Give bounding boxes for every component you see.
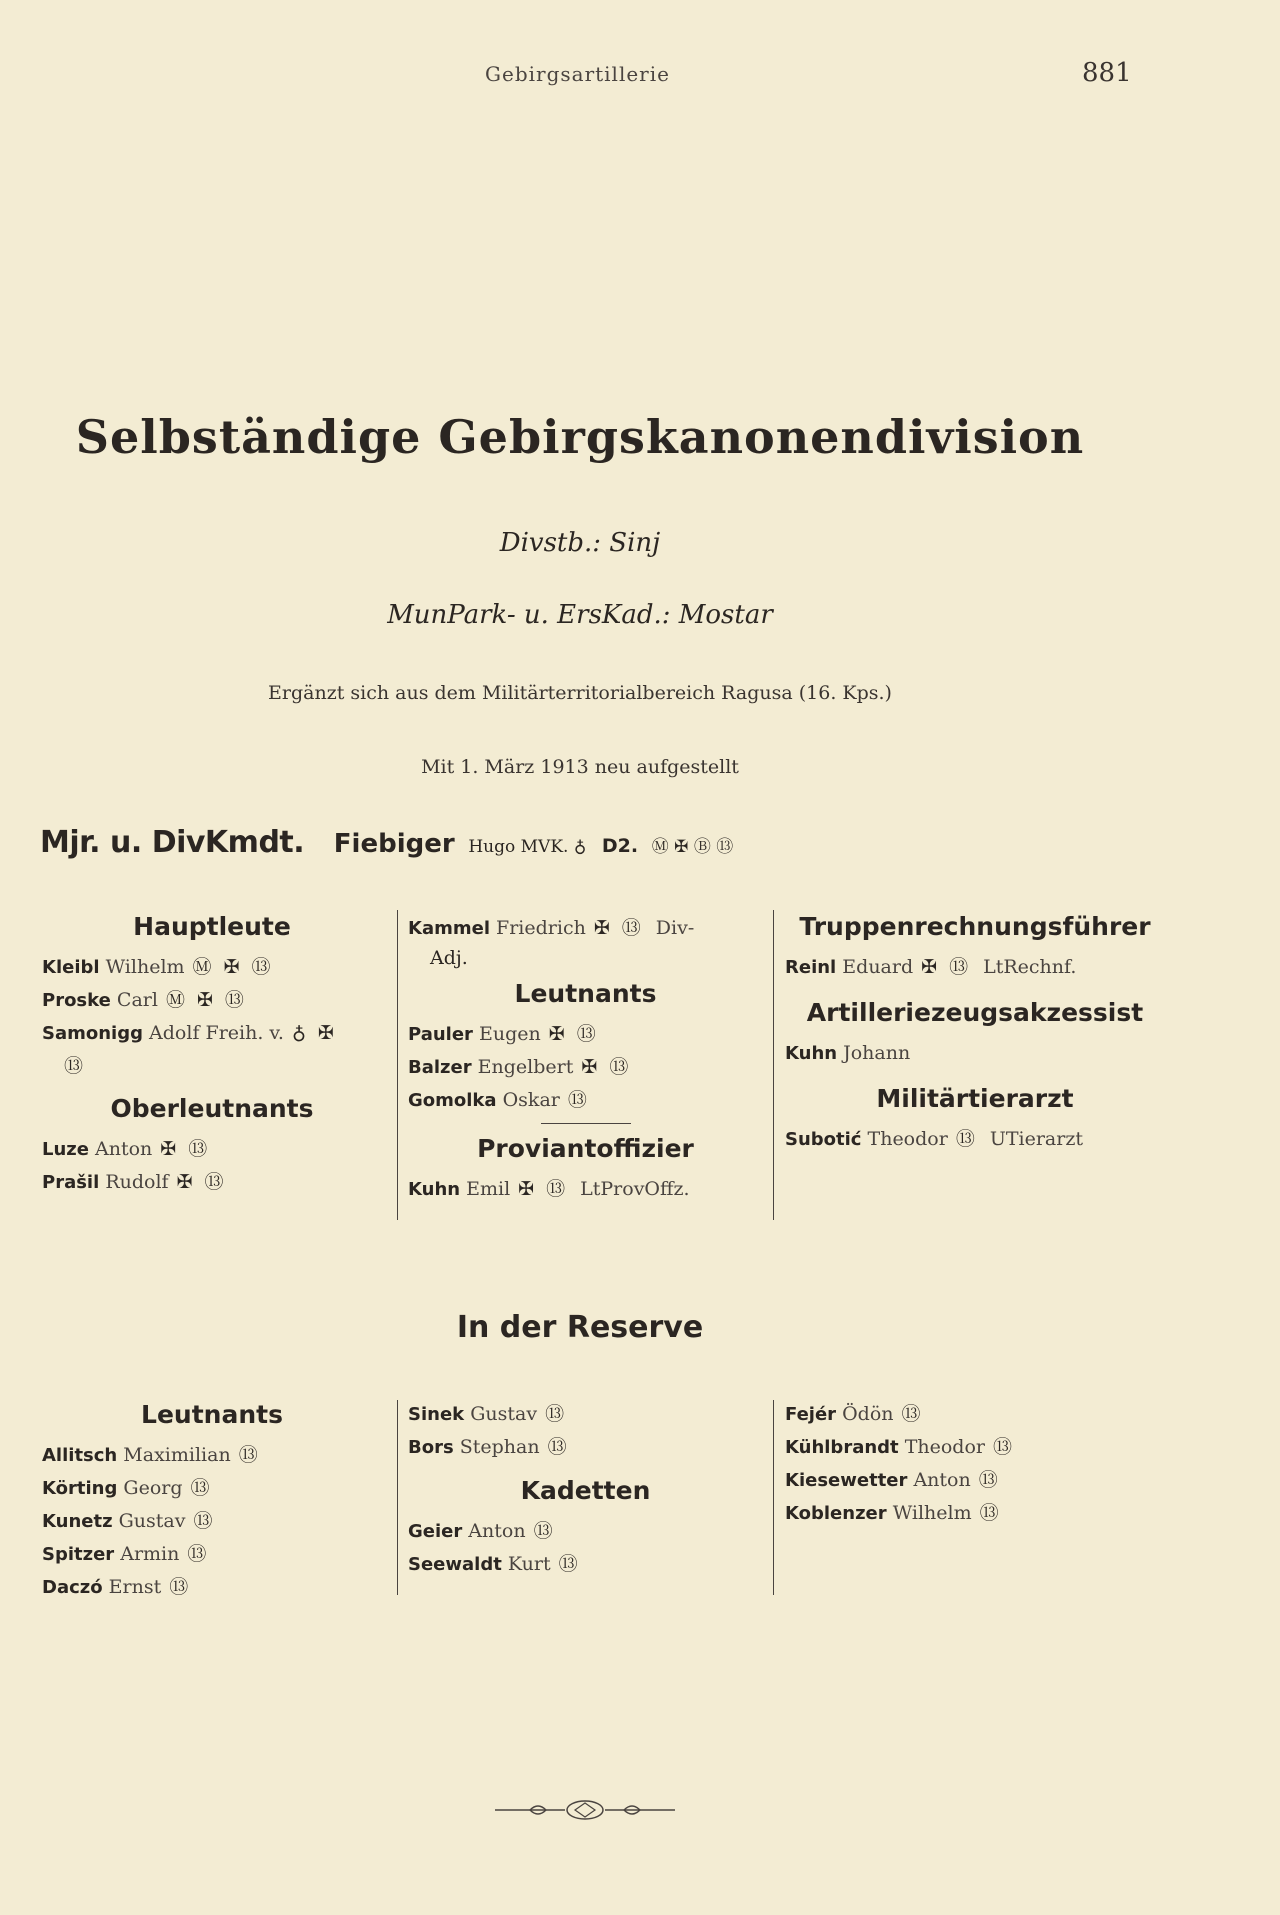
section-heading-oberleutnants: Oberleutnants — [110, 1094, 314, 1123]
list-item: Samonigg Adolf Freih. v. ♁ ✠ — [42, 1022, 337, 1044]
commander-rank: Mjr. u. DivKmdt. — [40, 825, 305, 860]
active-column-2 — [408, 912, 763, 1206]
list-item: Kuhn Johann — [785, 1042, 911, 1064]
commander-suffix: D2. — [601, 835, 639, 857]
column-divider — [773, 1400, 774, 1595]
commander-surname: Fiebiger — [333, 829, 455, 859]
section-heading-proviantoffizier: Proviantoffizier — [477, 1134, 694, 1163]
list-item: Koblenzer Wilhelm ⑬ — [785, 1502, 1002, 1524]
list-item: Kunetz Gustav ⑬ — [42, 1510, 216, 1532]
list-item: Subotić Theodor ⑬ UTierarzt — [785, 1128, 1083, 1150]
divstb-line: Divstb.: Sinj — [499, 528, 661, 558]
ornament-divider — [490, 1795, 680, 1825]
erganzt-line: Ergänzt sich aus dem Militärterritorialbereich Ragusa (16. Kps.) — [268, 682, 892, 704]
section-heading-reserve: In der Reserve — [456, 1310, 704, 1345]
column-divider — [773, 910, 774, 1220]
list-item: Daczó Ernst ⑬ — [42, 1576, 192, 1598]
page-title: Selbständige Gebirgskanonendivision — [75, 410, 1085, 464]
list-item: Kleibl Wilhelm Ⓜ ✠ ⑬ — [42, 956, 274, 978]
list-item: Sinek Gustav ⑬ — [408, 1403, 568, 1425]
list-item: Spitzer Armin ⑬ — [42, 1543, 210, 1565]
list-item: Proske Carl Ⓜ ✠ ⑬ — [42, 989, 247, 1011]
active-column-1 — [42, 912, 382, 1199]
list-item: Kiesewetter Anton ⑬ — [785, 1469, 1001, 1491]
list-item: Geier Anton ⑬ — [408, 1520, 556, 1542]
active-column-3 — [785, 912, 1165, 1156]
running-head: Gebirgsartillerie — [485, 62, 670, 86]
aufgestellt-line: Mit 1. März 1913 neu aufgestellt — [421, 756, 739, 778]
list-item: Kühlbrandt Theodor ⑬ — [785, 1436, 1015, 1458]
section-heading-truppenrechnungsfuehrer: Truppenrechnungsführer — [799, 912, 1151, 941]
list-item: Gomolka Oskar ⑬ — [408, 1089, 590, 1111]
list-item: Kuhn Emil ✠ ⑬ LtProvOffz. — [408, 1178, 690, 1200]
list-item: Allitsch Maximilian ⑬ — [42, 1444, 261, 1466]
list-item: Fejér Ödön ⑬ — [785, 1403, 924, 1425]
reserve-column-1 — [42, 1400, 382, 1604]
page-number: 881 — [1082, 58, 1132, 88]
section-heading-artilleriezeugsakzessist: Artilleriezeugsakzessist — [806, 998, 1144, 1027]
section-heading-militaertierarzt: Militärtierarzt — [876, 1084, 1074, 1113]
list-item: Seewaldt Kurt ⑬ — [408, 1553, 581, 1575]
column-divider — [397, 1400, 398, 1595]
commander-given: Hugo MVK. ♁ — [468, 837, 587, 857]
column-divider — [397, 910, 398, 1220]
list-item: Reinl Eduard ✠ ⑬ LtRechnf. — [785, 956, 1077, 978]
list-item: Prašil Rudolf ✠ ⑬ — [42, 1171, 227, 1193]
section-heading-leutnants: Leutnants — [514, 979, 657, 1008]
list-item: Balzer Engelbert ✠ ⑬ — [408, 1056, 632, 1078]
list-item: Bors Stephan ⑬ — [408, 1436, 570, 1458]
commander-line — [40, 825, 733, 860]
section-heading-kadetten: Kadetten — [520, 1476, 651, 1505]
list-item: Körting Georg ⑬ — [42, 1477, 213, 1499]
reserve-column-2 — [408, 1398, 763, 1581]
list-item: Kammel Friedrich ✠ ⑬ Div- — [408, 917, 695, 939]
section-heading-hauptleute: Hauptleute — [133, 912, 291, 941]
list-item-continuation: ⑬ — [64, 1055, 84, 1077]
munpark-line: MunPark- u. ErsKad.: Mostar — [387, 600, 773, 630]
section-heading-leutnants-reserve: Leutnants — [141, 1400, 283, 1429]
reserve-column-3 — [785, 1398, 1165, 1530]
commander-decorations: Ⓜ ✠ Ⓑ ⑬ — [651, 837, 734, 857]
list-item: Luze Anton ✠ ⑬ — [42, 1138, 211, 1160]
list-item: Pauler Eugen ✠ ⑬ — [408, 1023, 599, 1045]
divider-rule — [541, 1123, 631, 1124]
list-item-continuation: Adj. — [430, 947, 468, 969]
